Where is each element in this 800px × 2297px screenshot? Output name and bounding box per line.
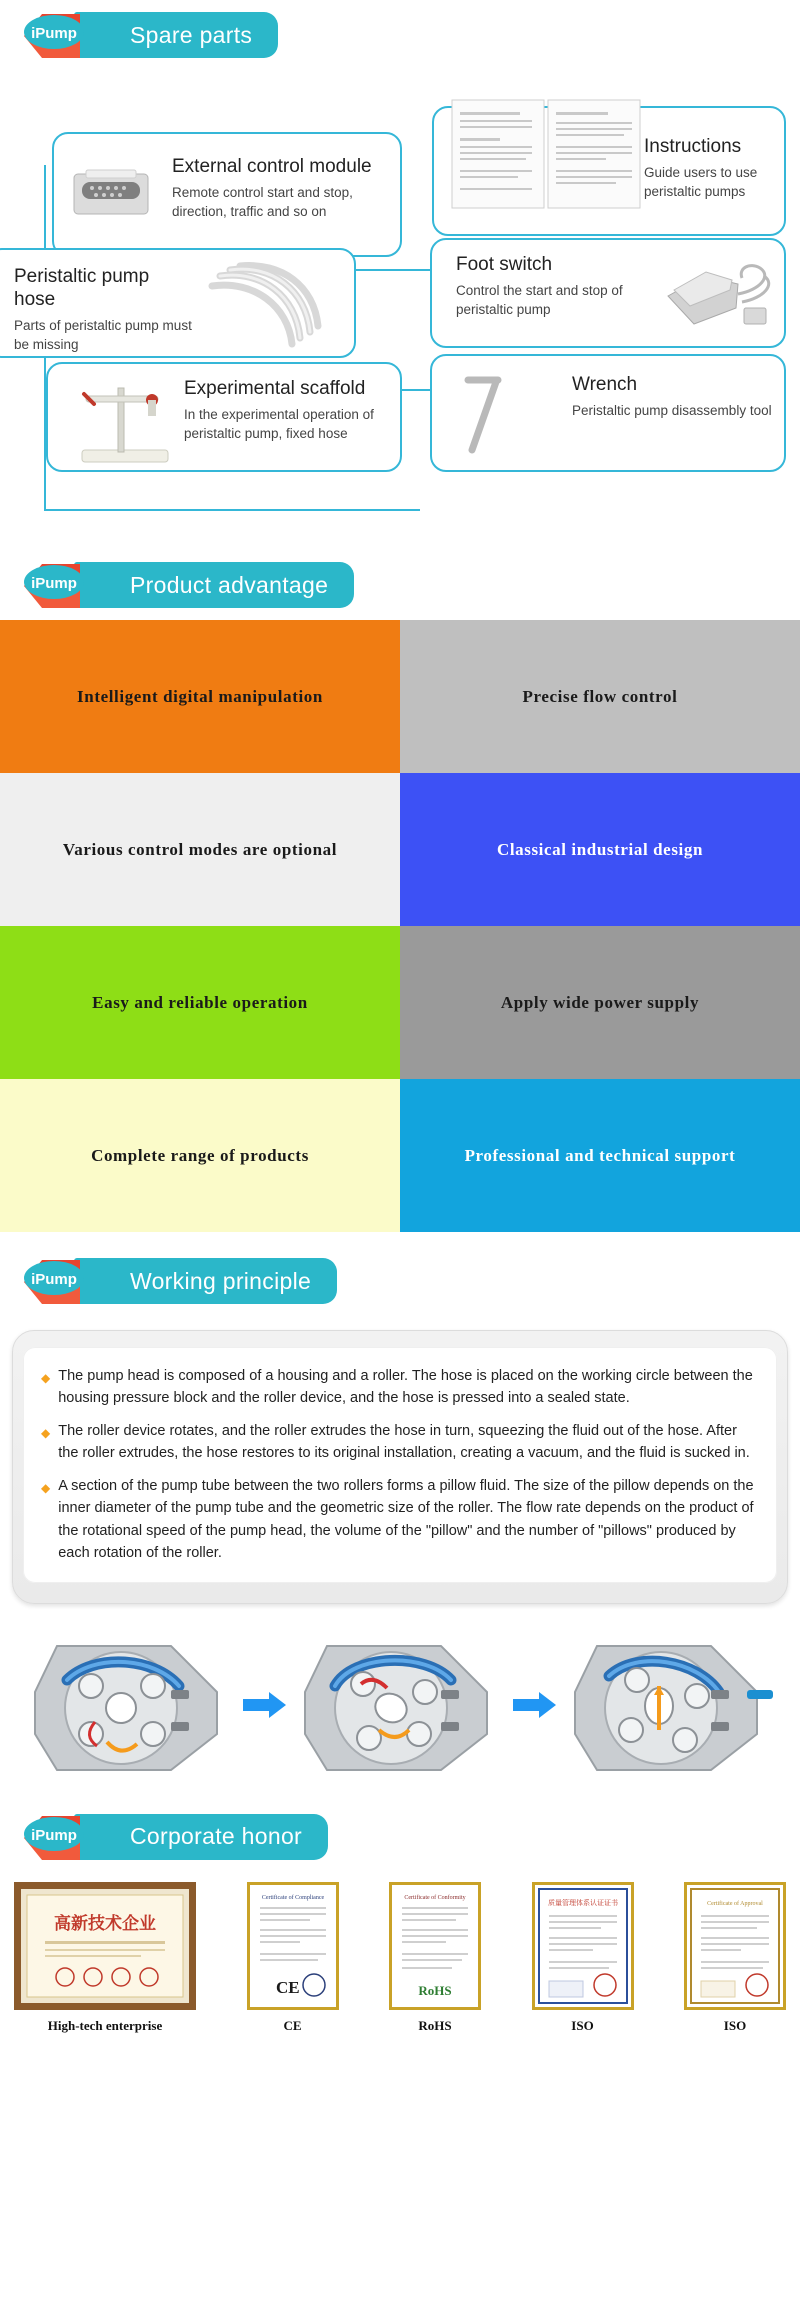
svg-text:iPump: iPump xyxy=(31,25,77,42)
banner-label: Spare parts xyxy=(130,21,253,48)
lab-stand-icon xyxy=(60,370,190,473)
manual-pages-icon xyxy=(448,94,648,217)
card-desc: In the experimental operation of peristaltic pump, fixed hose xyxy=(184,406,374,442)
certificate-plaque-image xyxy=(14,1882,196,2010)
pump-stage-1-diagram xyxy=(21,1630,239,1780)
honor-item xyxy=(247,1882,339,2034)
working-principle-panel xyxy=(12,1330,788,1604)
card-title: Instructions xyxy=(644,136,742,157)
advantage-cell xyxy=(400,620,800,773)
card-peristaltic-pump-hose xyxy=(0,248,356,358)
card-desc: Control the start and stop of peristaltic pump xyxy=(456,282,623,318)
certificate-image xyxy=(532,1882,634,2010)
advantage-label: Various control modes are optional xyxy=(62,839,338,859)
honor-label: ISO xyxy=(723,2017,747,2033)
svg-text:iPump: iPump xyxy=(31,1271,77,1288)
hose-bundle-icon xyxy=(200,260,330,357)
principle-text: A section of the pump tube between the two rollers forms a pillow fluid. The size of the pillow depends on the inner diameter of the pump tube and the geometric size of the roller. The flow rate depends on the product of the rotational speed of the pump head, the volume of the "pillow" and the number of "pillows" produced by each rotation of the roller. xyxy=(58,1477,754,1562)
svg-text:Certificate of Approval: Certificate of Approval xyxy=(707,1900,763,1907)
principle-text: The pump head is composed of a housing and a roller. The hose is placed on the working circle between the housing pressure block and the roller device, and the hose is pressed into a sealed state. xyxy=(58,1368,753,1407)
honor-label: RoHS xyxy=(418,2017,452,2033)
svg-text:Certificate of Compliance: Certificate of Compliance xyxy=(261,1894,324,1901)
advantage-label: Precise flow control xyxy=(522,686,678,706)
svg-text:iPump: iPump xyxy=(31,1826,77,1844)
principle-item xyxy=(41,1365,755,1410)
advantage-label: Intelligent digital manipulation xyxy=(77,686,323,706)
advantage-label: Complete range of products xyxy=(91,1145,309,1165)
ipump-ribbon-logo xyxy=(20,6,116,64)
principle-text: The roller device rotates, and the roller extrudes the hose in turn, squeezing the fluid out of the hose. After the roller extrudes, the hose restores to its original installation, creating a vacuum, and the fluid is sucked in. xyxy=(58,1422,750,1462)
honor-label: CE xyxy=(283,2017,302,2033)
advantage-label: Easy and reliable operation xyxy=(92,992,308,1012)
advantage-cell xyxy=(0,773,400,926)
arrow-right-icon xyxy=(243,1690,287,1720)
banner-label: Working principle xyxy=(130,1267,312,1294)
db-connector-icon xyxy=(68,166,154,229)
principle-item xyxy=(41,1420,755,1465)
pump-head-stage-diagrams xyxy=(0,1630,800,1780)
certificate-image xyxy=(389,1882,481,2010)
product-advantage-grid xyxy=(0,620,800,1232)
ipump-ribbon-logo xyxy=(20,1808,116,1866)
pump-stage-3-diagram xyxy=(561,1630,779,1780)
card-desc: Guide users to use peristaltic pumps xyxy=(644,164,758,200)
card-desc: Remote control start and stop, direction, traffic and so on xyxy=(172,184,353,220)
honor-item xyxy=(532,1882,634,2034)
section-banner-working-principle xyxy=(14,1246,800,1316)
card-external-control-module xyxy=(52,132,402,257)
advantage-label: Apply wide power supply xyxy=(500,992,700,1012)
honor-item xyxy=(14,1882,196,2034)
banner-label: Product advantage xyxy=(130,571,329,598)
svg-text:iPump: iPump xyxy=(31,575,77,592)
working-principle-list xyxy=(23,1347,777,1583)
advantage-cell xyxy=(400,926,800,1079)
advantage-label: Professional and technical support xyxy=(464,1145,736,1165)
honor-label: High-tech enterprise xyxy=(47,2017,163,2033)
svg-text:RoHS: RoHS xyxy=(418,1982,452,1998)
honor-item xyxy=(389,1882,481,2034)
honor-item xyxy=(684,1882,786,2034)
spare-parts-diagram xyxy=(0,70,800,550)
ipump-ribbon-logo xyxy=(20,556,116,614)
card-title: Experimental scaffold xyxy=(184,378,366,399)
banner-label: Corporate honor xyxy=(130,1823,302,1850)
diamond-bullet-icon: ◆ xyxy=(41,1480,51,1495)
advantage-cell xyxy=(0,1079,400,1232)
section-banner-product-advantage xyxy=(14,550,800,620)
svg-text:质量管理体系认证证书: 质量管理体系认证证书 xyxy=(547,1899,618,1907)
corporate-honor-gallery xyxy=(0,1872,800,2058)
svg-text:高新技术企业: 高新技术企业 xyxy=(54,1913,156,1933)
ipump-ribbon-logo xyxy=(20,1252,116,1310)
section-banner-spare-parts xyxy=(14,0,800,70)
advantage-label: Classical industrial design xyxy=(496,839,704,859)
banner-title-product-advantage xyxy=(74,562,354,608)
arrow-right-icon xyxy=(513,1690,557,1720)
advantage-cell xyxy=(400,1079,800,1232)
card-desc: Peristaltic pump disassembly tool xyxy=(572,402,772,418)
card-experimental-scaffold xyxy=(46,362,402,472)
card-title: Peristaltic pump hose xyxy=(14,266,150,310)
certificate-image xyxy=(247,1882,339,2010)
card-wrench xyxy=(430,354,786,472)
section-banner-corporate-honor xyxy=(14,1802,800,1872)
card-foot-switch xyxy=(430,238,786,348)
card-title: External control module xyxy=(172,156,372,177)
diamond-bullet-icon: ◆ xyxy=(41,1371,51,1385)
diamond-bullet-icon: ◆ xyxy=(41,1425,51,1440)
certificate-image xyxy=(684,1882,786,2010)
allen-wrench-icon xyxy=(454,374,550,463)
card-title: Foot switch xyxy=(456,254,553,275)
card-title: Wrench xyxy=(572,374,638,395)
svg-text:Certificate of Conformity: Certificate of Conformity xyxy=(404,1894,466,1901)
card-desc: Parts of peristaltic pump must be missing xyxy=(14,317,192,353)
card-instructions xyxy=(432,106,786,236)
advantage-cell xyxy=(0,620,400,773)
foot-switch-icon xyxy=(660,250,782,347)
advantage-cell xyxy=(400,773,800,926)
advantage-cell xyxy=(0,926,400,1079)
svg-text:CE: CE xyxy=(275,1977,300,1997)
pump-stage-2-diagram xyxy=(291,1630,509,1780)
honor-label: ISO xyxy=(571,2017,594,2033)
principle-item xyxy=(41,1475,755,1565)
